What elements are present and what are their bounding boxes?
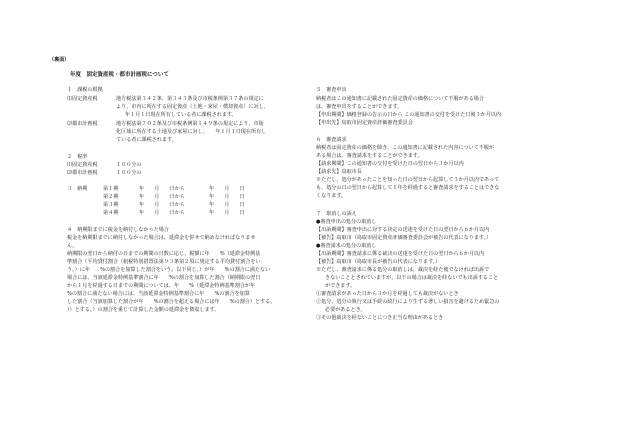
section-3-heading: ３ 納期 xyxy=(67,186,88,192)
section-7-line: ができます。 xyxy=(325,283,356,289)
section-7-line: ●審査申出の処分の取消し xyxy=(316,219,377,225)
section-7-line: ②処分、処分の執行又は手続の続行により生ずる著しい損害を避けるため緊急の xyxy=(316,299,500,305)
section-7-line: 必要があるとき。 xyxy=(325,307,366,313)
payment-end: 年 月 日 xyxy=(209,210,245,216)
tax-rate-label: ⑵都市計画税 xyxy=(67,170,98,176)
section-4-line: ））とする。）の割合を乗じて計算した金額の延滞金を徴収します。 xyxy=(67,307,220,313)
payment-start: 年 月 日から xyxy=(139,202,185,208)
payment-end: 年 月 日 xyxy=(209,194,245,200)
section-4-line: う。）に年 %の割合を加算した割合をいう。以下同じ。）が年 %の割合に満たない xyxy=(67,267,271,273)
payment-end: 年 月 日 xyxy=(209,202,245,208)
section-6-line: 【請求先】鳥取市長 xyxy=(316,169,362,175)
payment-start: 年 月 日から xyxy=(139,210,185,216)
section-5-line: 納税者はこの通知書に記載された固定資産の価格について不服がある場合 xyxy=(316,96,484,102)
section-4-line: 準割合（平均貸付割合（租税特別措置法第９３条第２項に規定する平均貸付割合をい xyxy=(67,259,261,265)
payment-period: 第４期 xyxy=(103,210,119,216)
section-6-line: ※ただし、処分があったことを知った日の翌日から起算して３か月以内であって xyxy=(316,177,500,183)
payment-period: 第２期 xyxy=(103,194,119,200)
section-1-1-line: 年１月１日現在所有している者に課税されます。 xyxy=(125,112,237,118)
section-1-2-label: ⑵都市計画税 xyxy=(67,121,98,127)
section-7-line: ※ただし、審査請求に係る処分の取消しは、裁決を経た後でなければ出訴で xyxy=(316,267,490,273)
section-7-heading: ７ 取消しの訴え xyxy=(316,211,357,217)
section-4-line: した割合（当該加算した割合が年 %の割合を超える場合には年 %の割合）とする。 xyxy=(67,299,276,305)
section-4-line: から１月を経過する日までの期間については、年 %（延滞金特例基準割合が年 xyxy=(67,283,256,289)
section-6-line: 【請求期間】この通知書の交付を受けた日の翌日から３か月以内 xyxy=(316,161,464,167)
section-1-1-line: より、市内に所在する固定資産（土地・家屋・償却資産）に対し、 xyxy=(116,104,269,110)
section-1-heading: １ 課税の根拠 xyxy=(67,87,103,93)
section-6-line: も、処分の日の翌日から起算して１年を経過すると審査請求をすることはできな xyxy=(316,185,500,191)
page-side-label: （裏面） xyxy=(49,57,70,63)
payment-start: 年 月 日から xyxy=(139,186,185,192)
section-4-line: 場合には、当該延滞金特例基準割合に年 %の割合を加算した割合（納期限の翌日 xyxy=(67,275,261,281)
section-6-line: 納税者は固定資産の価格を除き、この通知書に記載された内容について不服が xyxy=(316,145,494,151)
section-4-line: 税金を納期限までに納付しなかった場合は、延滞金を併せて納めなければなりませ xyxy=(67,235,256,241)
section-4-line: ん。 xyxy=(67,243,78,249)
section-6-line: くなります。 xyxy=(316,193,347,199)
section-5-line: 【申出期間】価格登録の告示の日から この通知書の交付を受けた日後３か月以内 xyxy=(316,112,501,118)
section-7-line: 【出訴期間】審査申出に対する決定の送達を受けた日の翌日から６か月以内 xyxy=(316,227,490,233)
section-7-line: きないこととされていますが、以下の場合は裁決を経ないでも出訴すること xyxy=(325,275,499,281)
section-1-2-line: 化区域に所在する土地及び家屋に対し、 年１月１日現在所有し xyxy=(116,129,267,135)
section-5-heading: ５ 審査申出 xyxy=(316,87,347,93)
section-7-line: 【被告】鳥取市（鳥取市固定資産評価審査委員会が被告の代表になります。） xyxy=(316,235,492,241)
section-2-heading: ２ 税率 xyxy=(67,154,88,160)
section-1-1-line: 地方税法第３４２条、第３４３条及び市税条例第３７条の規定に xyxy=(116,96,264,102)
payment-start: 年 月 日から xyxy=(139,194,185,200)
section-7-line: ①審査請求があった日から３か月を経過しても裁決がないとき xyxy=(316,291,459,297)
tax-rate-value: １００分の xyxy=(116,162,142,168)
payment-period: 第３期 xyxy=(103,202,119,208)
payment-end: 年 月 日 xyxy=(209,186,245,192)
page-title: 年度 固定資産税・都市計画税について xyxy=(70,72,169,78)
payment-period: 第１期 xyxy=(103,186,119,192)
section-6-line: ある場合は、審査請求をすることができます。 xyxy=(316,153,423,159)
section-5-line: 【申出先】鳥取市固定資産評価審査委員会 xyxy=(316,120,413,126)
section-7-line: ●審査請求の処分の取消し xyxy=(316,243,377,249)
section-7-line: 【出訴期間】審査請求に係る裁決の送達を受けた日の翌日から６か月以内 xyxy=(316,251,485,257)
tax-rate-label: ⑴固定資産税 xyxy=(67,162,98,168)
section-6-heading: ６ 審査請求 xyxy=(316,137,347,143)
section-4-line: %の割合に満たない場合には、当該延滞金特例基準割合に年 %の割合を加算 xyxy=(67,291,250,297)
section-4-line: 納期限の翌日から納付の日までの期間の日数に応じ、税額に年 %（延滞金特例基 xyxy=(67,251,261,257)
section-1-1-label: ⑴固定資産税 xyxy=(67,96,98,102)
section-1-2-line: 地方税法第７０２条及び市税条例第１４９条の規定により、市街 xyxy=(116,121,264,127)
section-7-line: ③その他裁決を経ないことにつき正当な理由があるとき xyxy=(316,315,444,321)
section-5-line: は、審査申出をすることができます。 xyxy=(316,104,403,110)
section-1-2-line: ている者に課税されます。 xyxy=(116,137,177,143)
section-7-line: 【被告】鳥取市（鳥取市長が被告の代表になります。） xyxy=(316,259,441,265)
section-4-heading: ４ 納期限までに税金を納付しなかった場合 xyxy=(67,227,169,233)
tax-rate-value: １００分の xyxy=(116,170,142,176)
